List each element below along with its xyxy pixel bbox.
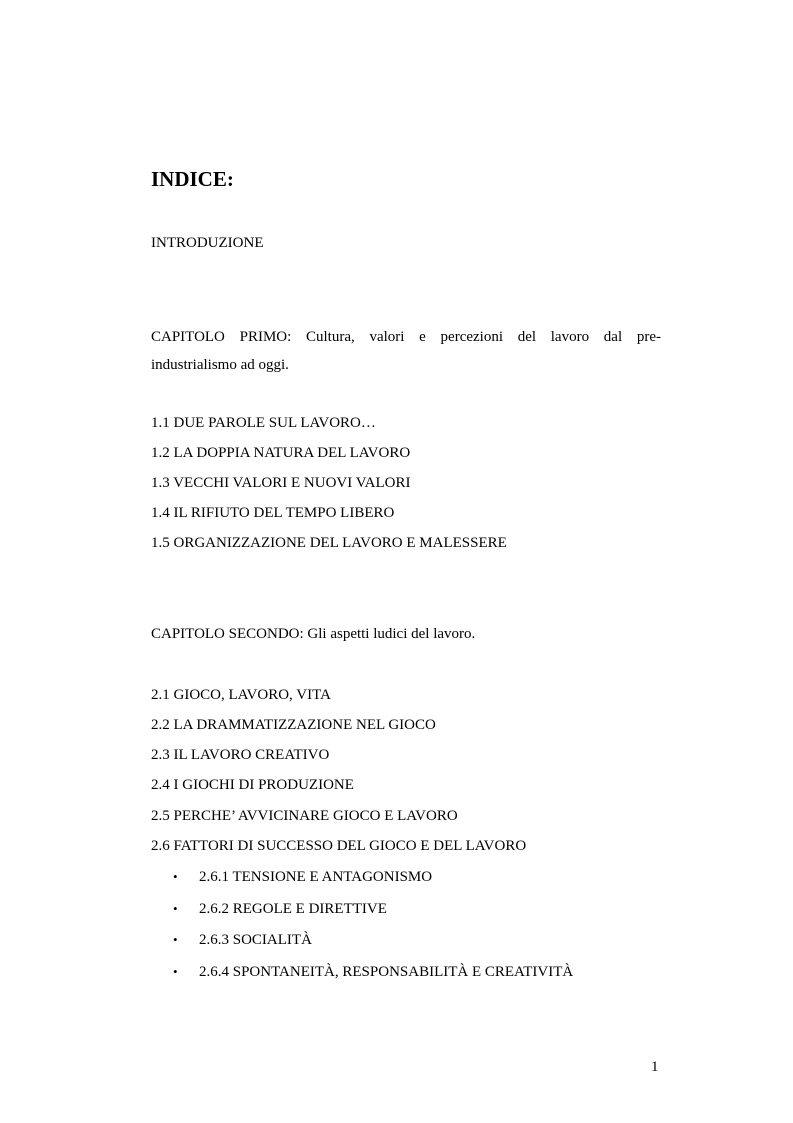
toc-section-2-6: 2.6 FATTORI DI SUCCESSO DEL GIOCO E DEL LAVORO (151, 838, 527, 854)
bullet-icon: • (173, 932, 178, 947)
chapter1-heading-line2: industrialismo ad oggi. (151, 357, 289, 373)
toc-section-1-1: 1.1 DUE PAROLE SUL LAVORO… (151, 415, 376, 431)
subsection-label: 2.6.2 REGOLE E DIRETTIVE (199, 901, 387, 917)
toc-section-2-4: 2.4 I GIOCHI DI PRODUZIONE (151, 777, 354, 793)
toc-section-2-3: 2.3 IL LAVORO CREATIVO (151, 747, 330, 763)
toc-section-1-3: 1.3 VECCHI VALORI E NUOVI VALORI (151, 475, 411, 491)
toc-section-2-2: 2.2 LA DRAMMATIZZAZIONE NEL GIOCO (151, 717, 436, 733)
toc-section-2-5: 2.5 PERCHE’ AVVICINARE GIOCO E LAVORO (151, 808, 458, 824)
toc-subsection-2-6-3 (173, 931, 312, 949)
toc-section-1-5: 1.5 ORGANIZZAZIONE DEL LAVORO E MALESSERE (151, 535, 507, 551)
index-title: INDICE: (151, 167, 234, 191)
subsection-label: 2.6.1 TENSIONE E ANTAGONISMO (199, 869, 433, 885)
chapter1-heading-line1: CAPITOLO PRIMO: Cultura, valori e percezioni del lavoro dal pre- (151, 329, 661, 345)
toc-introduction: INTRODUZIONE (151, 235, 264, 251)
subsection-label: 2.6.4 SPONTANEITÀ, RESPONSABILITÀ E CREATIVITÀ (199, 964, 574, 980)
chapter2-heading: CAPITOLO SECONDO: Gli aspetti ludici del lavoro. (151, 626, 476, 642)
toc-subsection-2-6-4 (173, 963, 573, 981)
toc-subsection-2-6-2 (173, 900, 387, 918)
toc-section-1-4: 1.4 IL RIFIUTO DEL TEMPO LIBERO (151, 505, 395, 521)
toc-section-1-2: 1.2 LA DOPPIA NATURA DEL LAVORO (151, 445, 411, 461)
bullet-icon: • (173, 964, 178, 979)
subsection-label: 2.6.3 SOCIALITÀ (199, 932, 312, 948)
page-number: 1 (651, 1059, 659, 1075)
toc-section-2-1: 2.1 GIOCO, LAVORO, VITA (151, 687, 331, 703)
bullet-icon: • (173, 869, 178, 884)
bullet-icon: • (173, 901, 178, 916)
toc-subsection-2-6-1 (173, 868, 432, 886)
